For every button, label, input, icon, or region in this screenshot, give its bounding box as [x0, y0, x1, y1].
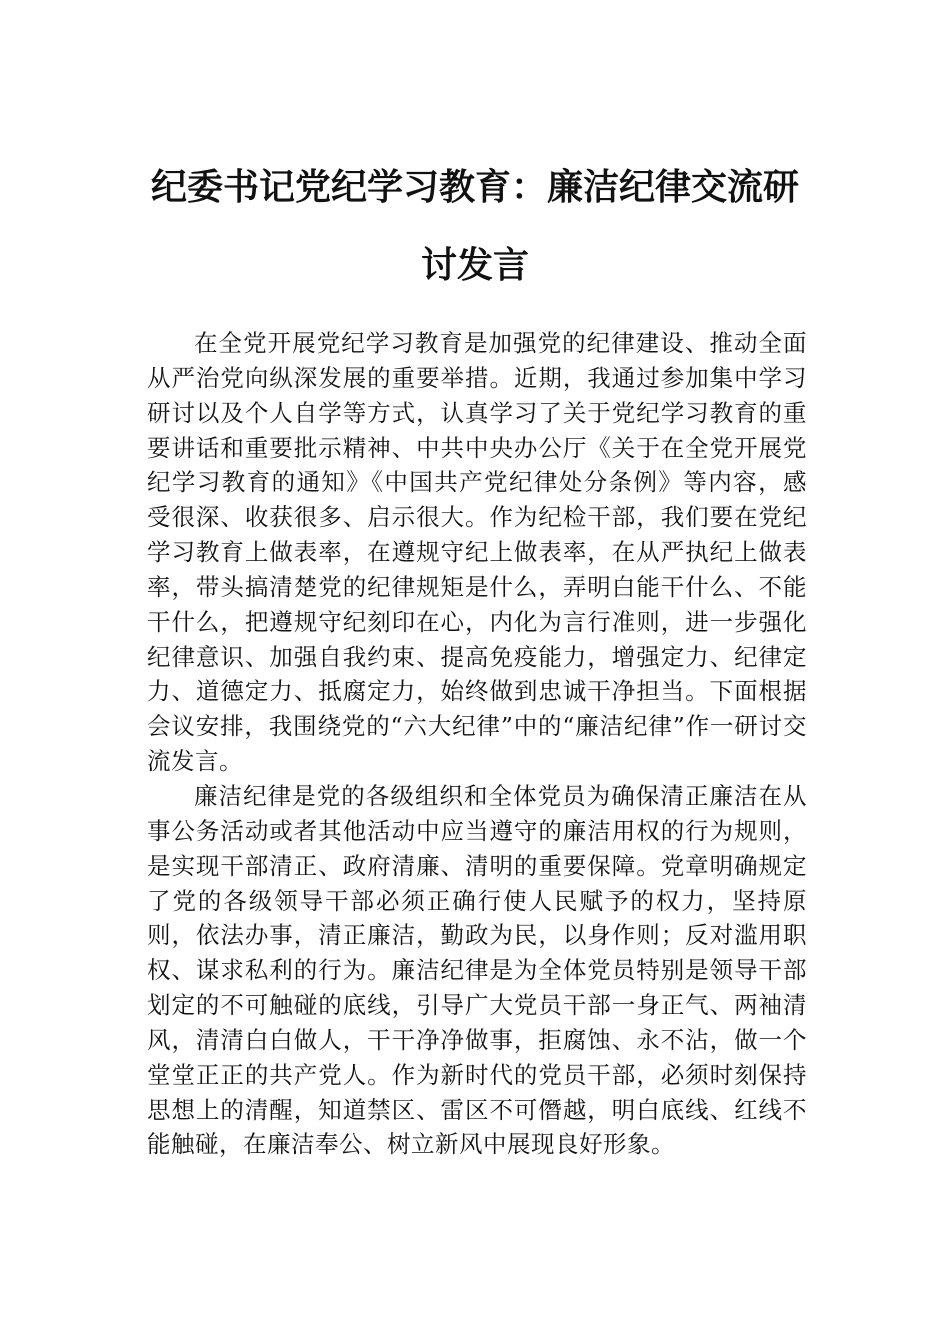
body-paragraph-2: 廉洁纪律是党的各级组织和全体党员为确保清正廉洁在从事公务活动或者其他活动中应当遵守的廉洁用权的行为规则，是实现干部清正、政府清廉、清明的重要保障。党章明确规定了党的各级领导干部必须正确行使人民赋予的权力，坚持原则，依法办事，清正廉洁，勤政为民，以身作则；反对滥用职权、谋求私利的行为。廉洁纪律是为全体党员特别是领导干部划定的不可触碰的底线，引导广大党员干部一身正气、两袖清风，清清白白做人，干干净净做事，拒腐蚀、永不沾，做一个堂堂正正的共产党人。作为新时代的党员干部，必须时刻保持思想上的清醒，知道禁区、雷区不可僭越，明白底线、红线不能触碰，在廉洁奉公、树立新风中展现良好形象。 — [147, 781, 807, 1159]
body-paragraph-1: 在全党开展党纪学习教育是加强党的纪律建设、推动全面从严治党向纵深发展的重要举措。近期，我通过参加集中学习研讨以及个人自学等方式，认真学习了关于党纪学习教育的重要讲话和重要批示精神、中共中央办公厅《关于在全党开展党纪学习教育的通知》《中国共产党纪律处分条例》等内容，感受很深、收获很多、启示很大。作为纪检干部，我们要在党纪学习教育上做表率，在遵规守纪上做表率，在从严执纪上做表率，带头搞清楚党的纪律规矩是什么，弄明白能干什么、不能干什么，把遵规守纪刻印在心，内化为言行准则，进一步强化纪律意识、加强自我约束、提高免疫能力，增强定力、纪律定力、道德定力、抵腐定力，始终做到忠诚干净担当。下面根据会议安排，我围绕党的“六大纪律”中的“廉洁纪律”作一研讨交流发言。 — [147, 329, 807, 776]
document-title — [120, 148, 830, 304]
title-line-2: 讨发言 — [420, 244, 529, 286]
document-body — [147, 326, 807, 1162]
title-line-1: 纪委书记党纪学习教育：廉洁纪律交流研 — [150, 166, 799, 208]
